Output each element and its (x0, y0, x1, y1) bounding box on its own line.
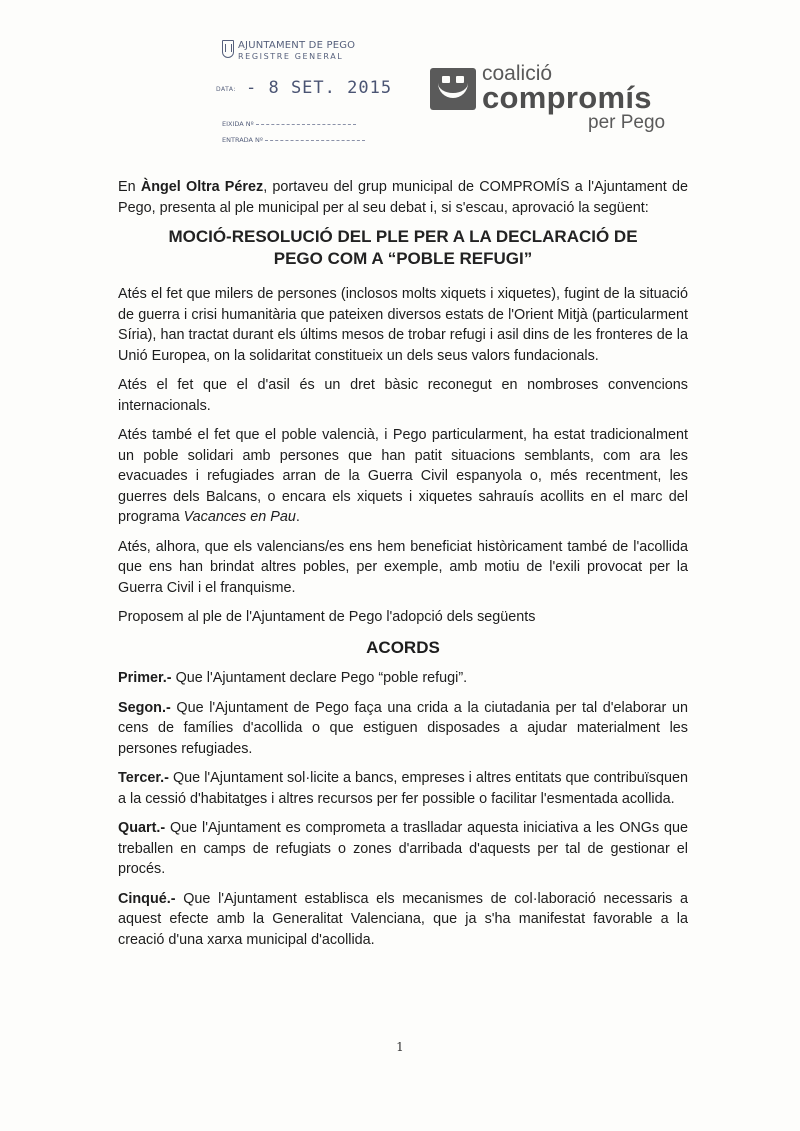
acord-text: Que l'Ajuntament es comprometa a traslladar aquesta iniciativa a les ONGs que treballen en camps de refugiats o zones d'arribada d'aquests per tal de gestionar el procés. (118, 820, 688, 877)
acord-lead: Primer.- (118, 670, 172, 686)
municipal-crest-icon (222, 40, 234, 58)
acord-lead: Quart.- (118, 820, 166, 836)
logo-top-text: coalició (482, 62, 553, 85)
paragraph-3-text: Atés també el fet que el poble valencià, i Pego particularment, ha estat tradicionalment un poble solidari amb persones que han patit situacions semblants, com ara les evacuades i refugiades arran de la Guerra Civil espanyola o, més recentment, les guerres dels Balcans, o encara els xiquets i xiquetes sahrauís acollits en el marc del programa (118, 427, 688, 525)
stamp-entry-label: ENTRADA Nº (222, 136, 263, 144)
logo-main-text: compromís (482, 80, 652, 115)
intro-pre: En (118, 179, 141, 195)
acords-heading: ACORDS (366, 637, 440, 657)
program-name: Vacances en Pau (183, 509, 296, 525)
stamp-date: - 8 SET. 2015 (246, 78, 393, 98)
logo-sub-text: per Pego (588, 112, 666, 133)
registry-stamp (216, 38, 393, 150)
acord-text: Que l'Ajuntament declare Pego “poble refugi”. (171, 670, 468, 686)
page-number: 1 (396, 1040, 404, 1054)
acord-item (118, 668, 688, 689)
acord-text: Que l'Ajuntament sol·licite a bancs, empreses i altres entitats que contribuïsquen a la cessió d'habitatges i altres recursos per fer possible o facilitar l'esmentada acollida. (118, 770, 688, 807)
acord-text: Que l'Ajuntament establisca els mecanismes de col·laboració necessaris a aquest efecte amb la Generalitat Valenciana, que ja s'ha manifestat favorable a la creació d'una xarxa municipal d'acollida. (118, 890, 688, 948)
paragraph-3-end: . (295, 509, 300, 525)
smiley-logo-icon (430, 68, 476, 110)
document-body (118, 177, 688, 959)
acord-item (118, 698, 688, 760)
intro-paragraph (118, 177, 688, 218)
document-title (118, 226, 688, 270)
stamp-institution: AJUNTAMENT DE PEGO (238, 40, 356, 51)
paragraph-1: Atés el fet que milers de persones (inclosos molts xiquets i xiquetes), fugint de la situació de guerra i crisi humanitària que pateixen diversos estats de l'Orient Mitjà (particularment Síria), han tractat durant els últims mesos de trobar refugi i asil dins de les fronteres de la Unió Europea, on la solidaritat constitueix un dels seus valors fundacionals. (118, 286, 688, 364)
stamp-exit-field (222, 120, 356, 128)
acord-item (118, 889, 688, 951)
stamp-registry: REGISTRE GENERAL (238, 52, 344, 61)
acord-item (118, 818, 688, 880)
acord-lead: Segon.- (118, 699, 171, 716)
stamp-entry-field (222, 136, 365, 144)
stamp-date-label: DATA: (216, 86, 236, 93)
acord-text: Que l'Ajuntament de Pego faça una crida a la ciutadania per tal d'elaborar un cens de famílies d'acollida o que estiguen disposades a ajudar materialment les persones refugiades. (118, 699, 688, 757)
paragraph-5: Proposem al ple de l'Ajuntament de Pego l'adopció dels següents (118, 609, 536, 625)
stamp-exit-label: EIXIDA Nº (222, 120, 254, 128)
paragraph-4: Atés, alhora, que els valencians/es ens hem beneficiat històricament també de l'acollida que ens han brindat altres pobles, per exemple, amb motiu de l'exili provocat per la Guerra Civil i el franquisme. (118, 538, 688, 596)
acord-lead: Cinqué.- (118, 890, 176, 907)
author-name: Àngel Oltra Pérez (140, 179, 264, 195)
title-line-1: MOCIÓ-RESOLUCIÓ DEL PLE PER A LA DECLARACIÓ DE (168, 227, 638, 246)
intro-post: , portaveu del grup municipal de COMPROMÍS a l'Ajuntament de Pego, presenta al ple municipal per al seu debat i, si s'escau, aprovació la següent: (118, 179, 688, 216)
acord-item (118, 768, 688, 809)
paragraph-3 (118, 425, 688, 528)
title-line-2: PEGO COM A “POBLE REFUGI” (273, 249, 533, 268)
paragraph-2: Atés el fet que el d'asil és un dret bàsic reconegut en nombroses convencions internacionals. (118, 377, 688, 414)
compromis-logo (430, 62, 670, 134)
acord-lead: Tercer.- (118, 770, 169, 786)
